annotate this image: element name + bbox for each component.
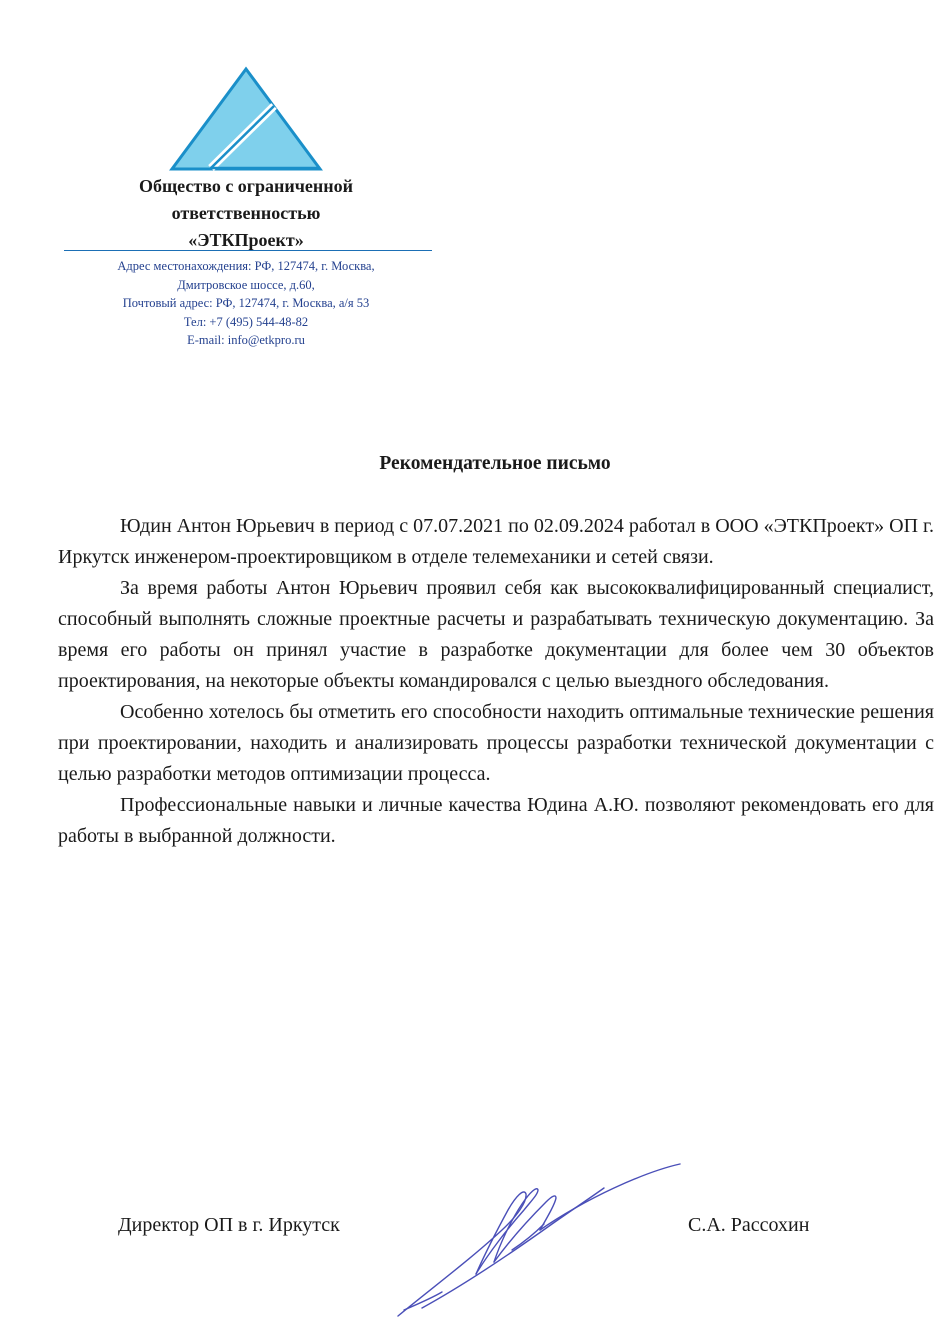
phone-line: Тел: +7 (495) 544-48-82	[183, 314, 309, 329]
company-logo-icon	[166, 65, 326, 173]
body-paragraph: Особенно хотелось бы отметить его способности находить оптимальные технические решения при проектировании, находить и анализировать процессы разработки технической документации с целью разработки методов оптимизации процесса.	[58, 701, 934, 785]
company-name-line: Общество с ограниченной	[138, 176, 353, 196]
company-name-line: «ЭТКПроект»	[188, 230, 304, 250]
letter-body	[58, 511, 934, 852]
document-title: Рекомендательное письмо	[379, 453, 611, 474]
signatory-position: Директор ОП в г. Иркутск	[118, 1214, 340, 1236]
company-name	[60, 173, 432, 254]
legal-address-line: Дмитровское шоссе, д.60,	[177, 277, 315, 292]
letterhead-divider	[64, 250, 432, 251]
body-paragraph: Юдин Антон Юрьевич в период с 07.07.2021 по 02.09.2024 работал в ООО «ЭТКПроект» ОП г. Иркутск инженером-проектировщиком в отделе телемеханики и сетей связи.	[58, 515, 934, 568]
company-name-line: ответственностью	[171, 203, 321, 223]
email-line: E-mail: info@etkpro.ru	[187, 333, 305, 348]
postal-address-line: Почтовый адрес: РФ, 127474, г. Москва, а/я 53	[122, 296, 370, 311]
signature-row	[0, 1210, 951, 1250]
body-paragraph: Профессиональные навыки и личные качества Юдина А.Ю. позволяют рекомендовать его для работы в выбранной должности.	[58, 794, 934, 847]
body-paragraph: За время работы Антон Юрьевич проявил себя как высококвалифицированный специалист, способный выполнять сложные проектные расчеты и разрабатывать техническую документацию. За время его работы он принял участие в разработке документации для более чем 30 объектов проектирования, на некоторые объекты командировался с целью выездного обследования.	[58, 577, 934, 692]
company-contacts	[60, 257, 432, 350]
signatory-name: С.А. Рассохин	[688, 1214, 810, 1236]
legal-address-line: Адрес местонахождения: РФ, 127474, г. Москва,	[117, 259, 375, 273]
